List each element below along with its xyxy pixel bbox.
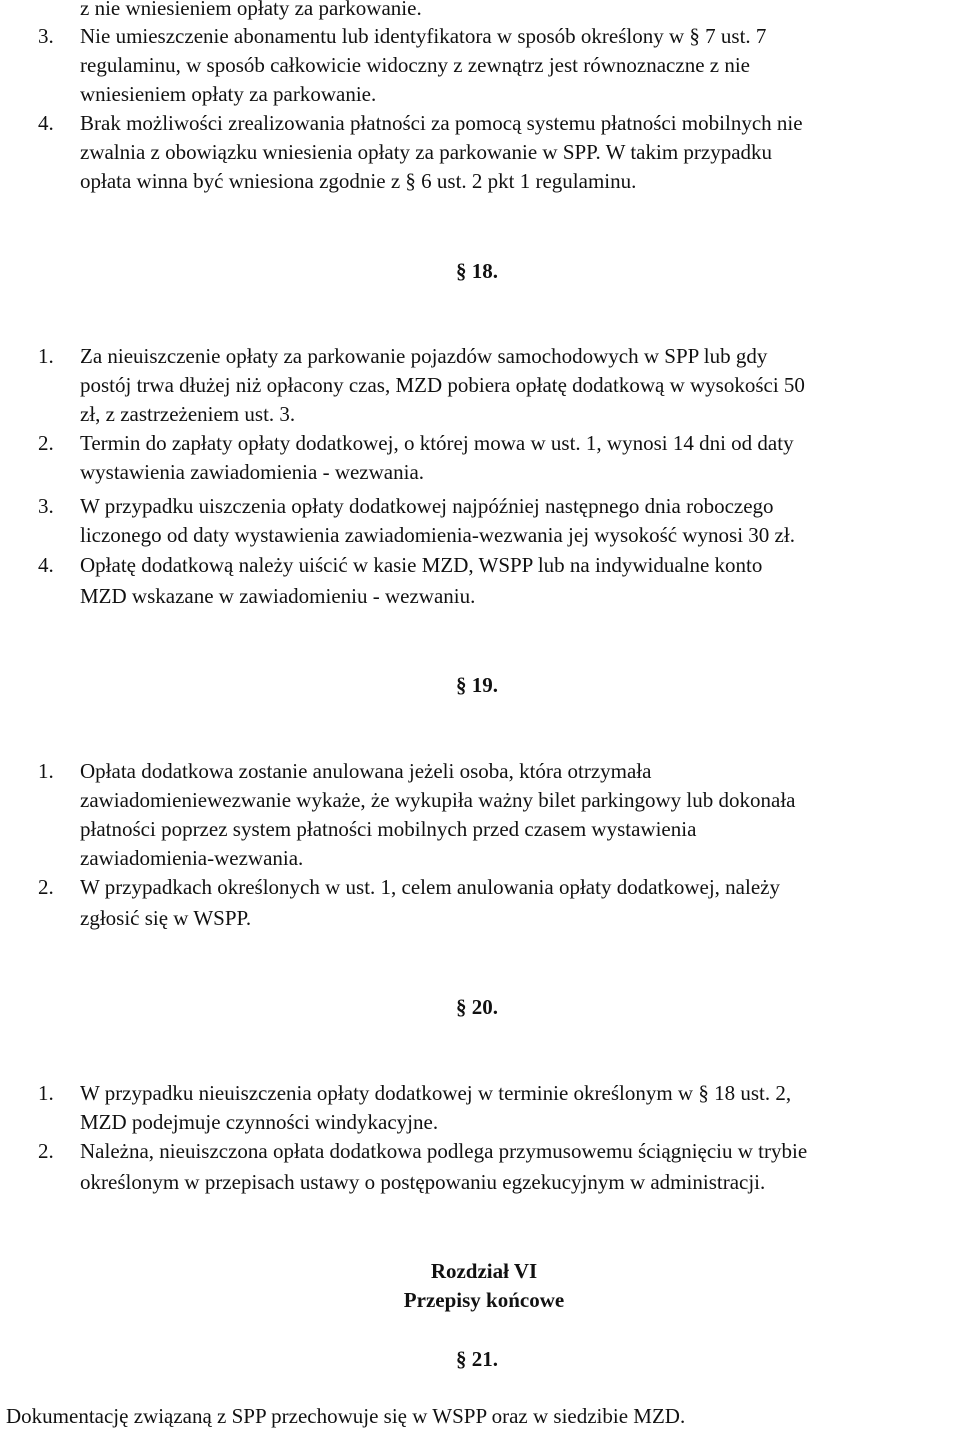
item-text-line: Brak możliwości zrealizowania płatności za pomocą systemu płatności mobilnych nie (80, 111, 803, 135)
item-text-line: zwalnia z obowiązku wniesienia opłaty za parkowanie w SPP. W takim przypadku (80, 140, 773, 164)
item-text-line: płatności poprzez system płatności mobilnych przed czasem wystawienia (80, 817, 697, 841)
item-text-line: zawiadomieniewezwanie wykaże, że wykupiła ważny bilet parkingowy lub dokonała (80, 788, 796, 812)
list-item-19-2 (0, 875, 960, 899)
item-text-line: liczonego od daty wystawienia zawiadomienia-wezwania jej wysokość wynosi 30 zł. (80, 523, 795, 547)
item-text-line: Opłata dodatkowa zostanie anulowana jeżeli osoba, która otrzymała (80, 759, 652, 783)
list-item-20-2 (0, 1139, 960, 1163)
list-item-18-2 (0, 431, 960, 455)
item-text-line: Termin do zapłaty opłaty dodatkowej, o której mowa w ust. 1, wynosi 14 dni od daty (80, 431, 794, 455)
list-item-20-1 (0, 1081, 960, 1105)
item-number: 3. (38, 494, 54, 518)
item-number: 1. (38, 344, 54, 368)
section-heading-21: § 21. (456, 1347, 498, 1371)
item-number: 2. (38, 875, 54, 899)
item-text-line: W przypadku nieuiszczenia opłaty dodatkowej w terminie określonym w § 18 ust. 2, (80, 1081, 792, 1105)
list-item-17-4 (0, 111, 960, 135)
item-number: 3. (38, 24, 54, 48)
item-text-line: wniesieniem opłaty za parkowanie. (80, 82, 377, 106)
item-text-line: opłata winna być wniesiona zgodnie z § 6 ust. 2 pkt 1 regulaminu. (80, 169, 637, 193)
item-text-line: regulaminu, w sposób całkowicie widoczny z zewnątrz jest równoznaczne z nie (80, 53, 750, 77)
list-item-18-1 (0, 344, 960, 368)
item-text-line: zgłosić się w WSPP. (80, 906, 252, 930)
section-heading-20: § 20. (456, 995, 498, 1019)
item-text-line: Należna, nieuiszczona opłata dodatkowa podlega przymusowemu ściągnięciu w trybie (80, 1139, 808, 1163)
section-21-text: Dokumentację związaną z SPP przechowuje się w WSPP oraz w siedzibie MZD. (6, 1404, 686, 1428)
item-number: 4. (38, 553, 54, 577)
item-text-line: określonym w przepisach ustawy o postępowaniu egzekucyjnym w administracji. (80, 1170, 766, 1194)
chapter-subtitle: Przepisy końcowe (403, 1288, 565, 1312)
list-item-19-1 (0, 759, 960, 783)
item-number: 4. (38, 111, 54, 135)
item-text-line: postój trwa dłużej niż opłacony czas, MZD pobiera opłatę dodatkową w wysokości 50 (80, 373, 805, 397)
list-item-18-4 (0, 553, 960, 577)
item-text-line: wystawienia zawiadomienia - wezwania. (80, 460, 425, 484)
continued-text-line: z nie wniesieniem opłaty za parkowanie. (80, 0, 422, 20)
item-text-line: Za nieuiszczenie opłaty za parkowanie pojazdów samochodowych w SPP lub gdy (80, 344, 768, 368)
item-text-line: Nie umieszczenie abonamentu lub identyfikatora w sposób określony w § 7 ust. 7 (80, 24, 767, 48)
item-number: 1. (38, 759, 54, 783)
item-text-line: MZD podejmuje czynności windykacyjne. (80, 1110, 439, 1134)
list-item-18-3 (0, 494, 960, 518)
item-number: 2. (38, 1139, 54, 1163)
item-text-line: zł, z zastrzeżeniem ust. 3. (80, 402, 296, 426)
item-text-line: Opłatę dodatkową należy uiścić w kasie MZD, WSPP lub na indywidualne konto (80, 553, 763, 577)
item-number: 2. (38, 431, 54, 455)
item-text-line: MZD wskazane w zawiadomieniu - wezwaniu. (80, 584, 476, 608)
item-number: 1. (38, 1081, 54, 1105)
item-text-line: W przypadkach określonych w ust. 1, celem anulowania opłaty dodatkowej, należy (80, 875, 780, 899)
section-heading-19: § 19. (456, 673, 498, 697)
section-heading-18: § 18. (456, 259, 498, 283)
list-item-17-3 (0, 24, 960, 48)
chapter-title: Rozdział VI (430, 1259, 538, 1283)
item-text-line: zawiadomienia-wezwania. (80, 846, 304, 870)
item-text-line: W przypadku uiszczenia opłaty dodatkowej najpóźniej następnego dnia roboczego (80, 494, 774, 518)
